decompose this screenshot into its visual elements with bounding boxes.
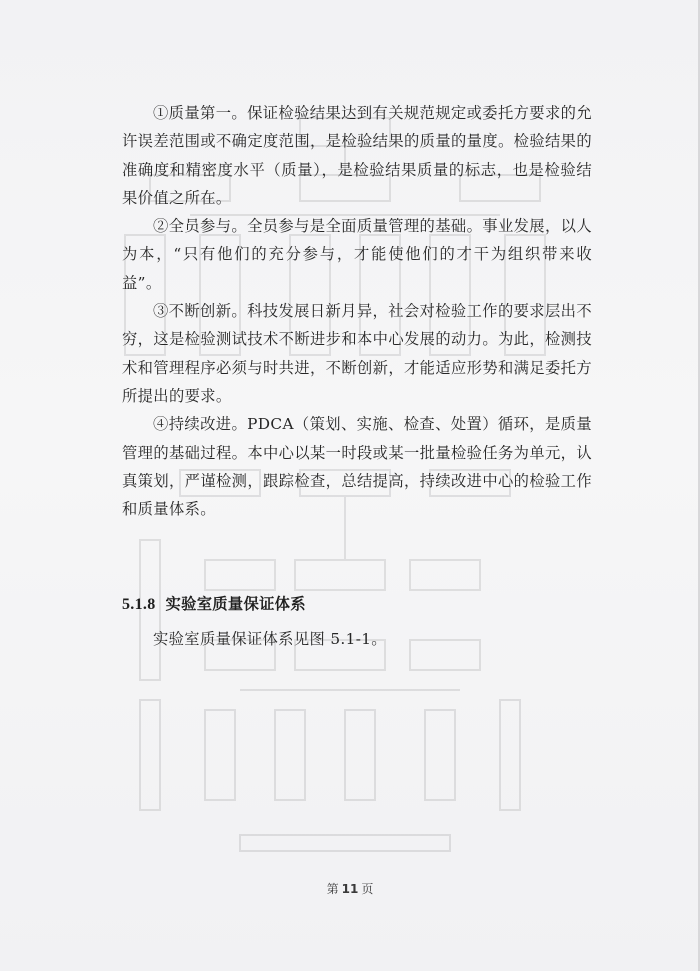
footer-suffix: 页 [361, 882, 374, 896]
section-number: 5.1.8 [122, 596, 156, 613]
page-number: 11 [341, 882, 359, 896]
paragraph-continuous-innovation: ③不断创新。科技发展日新月异，社会对检验工作的要求层出不穷，这是检验测试技术不断进步和本中心发展的动力。为此，检测技术和管理程序必须与时共进，不断创新，才能适应形势和满足委托方所提出的要求。 [122, 302, 592, 405]
section-heading [122, 592, 306, 614]
paragraph-quality-first: ①质量第一。保证检验结果达到有关规范规定或委托方要求的允许误差范围或不确定度范围，是检验结果的质量的量度。检验结果的准确度和精密度水平（质量），是检验结果质量的标志，也是检验结果价值之所在。 [122, 104, 592, 207]
paragraph-continuous-improvement: ④持续改进。PDCA（策划、实施、检查、处置）循环，是质量管理的基础过程。本中心以某一时段或某一批量检验任务为单元，认真策划，严谨检测，跟踪检查，总结提高，持续改进中心的检验工作和质量体系。 [122, 415, 592, 519]
figure-reference-text: 实验室质量保证体系见图 5.1-1。 [153, 630, 387, 648]
page-footer [0, 880, 700, 897]
footer-prefix: 第 [326, 882, 339, 896]
body-text [122, 99, 592, 523]
paragraph-full-participation: ②全员参与。全员参与是全面质量管理的基础。事业发展，以人为本，“只有他们的充分参与，才能使他们的才干为组织带来收益”。 [122, 217, 592, 292]
section-title: 实验室质量保证体系 [165, 595, 306, 613]
